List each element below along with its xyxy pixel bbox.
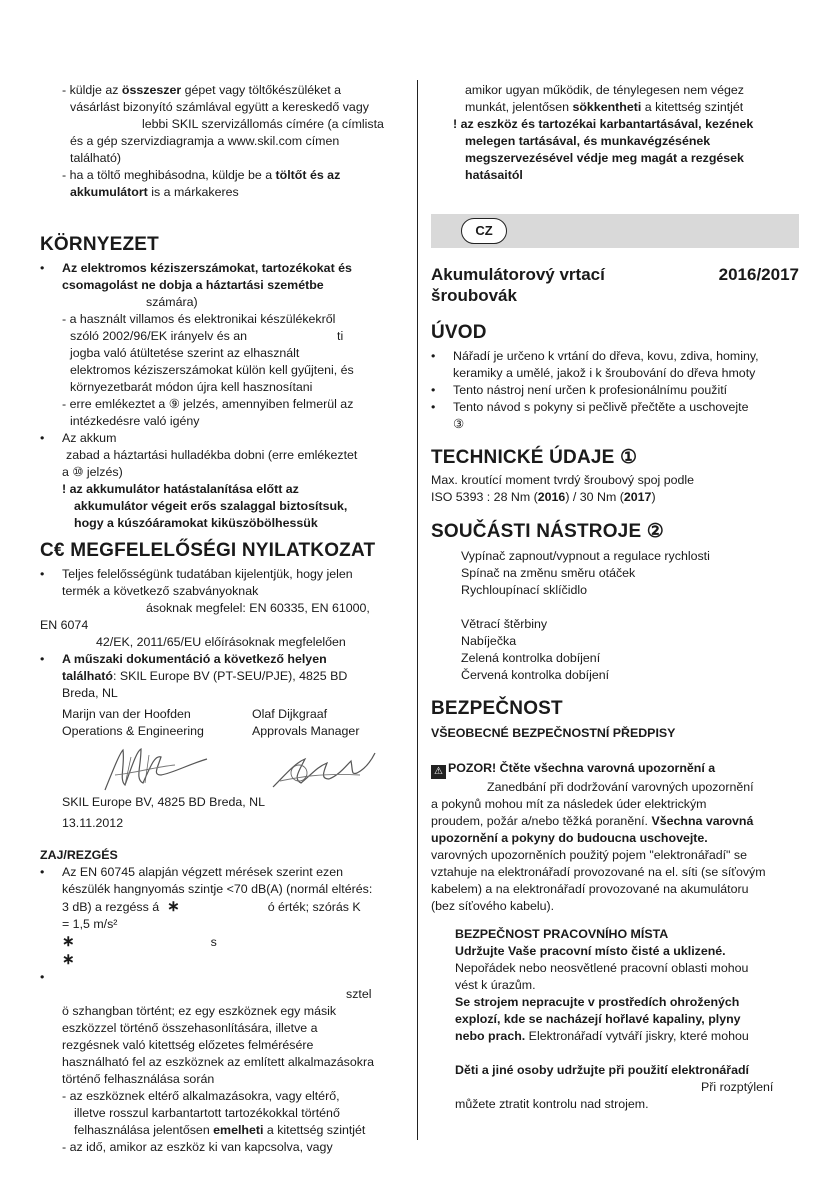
parts-list (461, 548, 801, 684)
part-item: Vypínač zapnout/vypnout a regulace rychlosti (461, 549, 710, 563)
warning-icon: ⚠ (431, 765, 446, 779)
env-bullet-1-line-3: számára) (146, 295, 198, 309)
safety-line-6: varovných upozorněních použitý pojem "elektronářadí" se (431, 848, 747, 862)
noise-line-10: rezgésnek való kitettség előzetes felmérésére (62, 1038, 314, 1052)
safety-line-2: Zanedbání při dodržování varovných upozornění (487, 780, 754, 794)
workplace-line-9: můžete ztratit kontrolu nad strojem. (455, 1097, 649, 1111)
workplace-line-8: Při rozptýlení (701, 1080, 774, 1094)
intro-title: ÚVOD (431, 322, 487, 343)
company-address: SKIL Europe BV, 4825 BD Breda, NL (62, 795, 265, 809)
vib-line-1: amikor ugyan működik, de ténylegesen nem végez (465, 83, 744, 97)
env-dash-1-line-4: elektromos kéziszerszámokat külön kell gyűjteni, és (70, 363, 354, 377)
part-item: Rychloupínací sklíčidlo (461, 583, 588, 597)
workplace-line-1: Udržujte Vaše pracovní místo čisté a uklizené. (455, 944, 726, 958)
env-bullet-2-line-2: zabad a háztartási hulladékba dobni (erre emlékeztet (66, 448, 358, 462)
env-dash-2-line-2: intézkedésre való igény (70, 414, 200, 428)
signature-1-icon (95, 745, 215, 795)
environment-title: KÖRNYEZET (40, 234, 159, 255)
service-line-4: és a gép szervizdiagramja a www.skil.com címen (70, 134, 340, 148)
env-warning-line-1: ! az akkumulátor hatástalanítása előtt az (62, 482, 299, 496)
workplace-line-7: Děti a jiné osoby udržujte při použití elektronářadí (455, 1063, 749, 1077)
bullet: • (431, 349, 436, 363)
noise-line-6: ∗ (62, 951, 75, 968)
bullet: • (40, 431, 45, 445)
noise-line-1: Az EN 60745 alapján végzett mérések szerint ezen (62, 865, 344, 879)
conf-bullet-2-line-2: található: SKIL Europe BV (PT-SEU/PJE), 4825 BD (62, 669, 348, 683)
bullet: • (431, 383, 436, 397)
vibration-continued (431, 82, 801, 184)
safety-line-7: vztahuje na elektronářadí provozované na el. síti (se síťovým (431, 865, 766, 879)
service-line-6: - ha a töltő meghibásodna, küldje be a töltőt és az (62, 168, 341, 182)
technical-data-section (431, 472, 801, 506)
noise-dash-2-line-1: - az idő, amikor az eszköz ki van kapcsolva, vagy (62, 1140, 333, 1154)
intro-bullet-3-line-2: ③ (453, 417, 465, 431)
company-info (62, 794, 395, 832)
noise-line-4: = 1,5 m/s² (62, 917, 118, 931)
workplace-line-6: nebo prach. Elektronářadí vytváří jiskry, které mohou (455, 1029, 749, 1043)
conf-bullet-2-line-1: A műszaki dokumentáció a következő helyen (62, 652, 327, 666)
vib-warning-line-4: hatásaitól (465, 168, 523, 182)
signatory-1-role: Operations & Engineering (62, 724, 204, 738)
noise-dash-1-line-2: illetve rosszul karbantartott tartozékokkal történő (74, 1106, 340, 1120)
noise-line-5: ∗ s (62, 933, 217, 950)
env-bullet-1-line-1: Az elektromos kéziszerszámokat, tartozékokat és (62, 261, 352, 275)
environment-section (40, 260, 395, 532)
conf-line-4: EN 6074 (40, 618, 89, 632)
part-item: Větrací štěrbiny (461, 617, 548, 631)
workplace-title: BEZPEČNOST PRACOVNÍHO MÍSTA (455, 927, 669, 941)
part-item (461, 599, 801, 616)
intro-bullet-2: Tento nástroj není určen k profesionálnímu použití (453, 383, 728, 397)
env-dash-1-line-5: környezetbarát módon újra kell hasznosítani (70, 380, 313, 394)
workplace-line-2: Nepořádek nebo neosvětlené pracovní oblasti mohou (455, 961, 749, 975)
language-badge: CZ (461, 218, 507, 244)
bullet: • (40, 970, 45, 984)
declaration-date: 13.11.2012 (62, 816, 124, 830)
vib-warning-line-1: ! az eszköz és tartozékai karbantartásával, kezének (453, 117, 754, 131)
safety-subtitle: VŠEOBECNÉ BEZPEČNOSTNÍ PŘEDPISY (431, 726, 676, 740)
conf-line-2: termék a következő szabványoknak (62, 584, 259, 598)
workplace-safety-section (455, 926, 801, 1113)
noise-line-8: ö szhangban történt; ez egy eszköznek egy másik (62, 1004, 337, 1018)
signatory-2-name: Olaf Dijkgraaf (252, 707, 328, 721)
ce-mark-icon: C€ (40, 540, 65, 561)
safety-section (431, 760, 801, 915)
conformity-section (40, 566, 395, 702)
intro-section (431, 348, 801, 433)
bullet: • (40, 567, 45, 581)
conformity-title (40, 540, 395, 562)
noise-dash-1-line-3: felhasználása jelentősen emelheti a kitettség szintjét (74, 1123, 366, 1137)
safety-line-5: upozornění a pokyny do budoucna uschovejte. (431, 831, 708, 845)
noise-section (40, 864, 395, 1156)
language-section-bar (431, 214, 799, 248)
conf-line-1: Teljes felelősségünk tudatában kijelentjük, hogy jelen (62, 567, 353, 581)
noise-dash-1-line-1: - az eszköznek eltérő alkalmazásokra, vagy eltérő, (62, 1089, 340, 1103)
noise-line-2: készülék hangnyomás szintje <70 dB(A) (normál eltérés: (62, 882, 373, 896)
env-bullet-2-line-1: Az akkum (62, 431, 117, 445)
safety-warning-line-1: ⚠ POZOR! Čtěte všechna varovná upozornění a (431, 760, 801, 779)
technical-data-title: TECHNICKÉ ÚDAJE ① (431, 447, 638, 468)
part-item: Červená kontrolka dobíjení (461, 668, 610, 682)
product-title-line-1: Akumulátorový vrtací (431, 265, 605, 284)
signatory-2-role: Approvals Manager (252, 724, 360, 738)
part-item: Spínač na změnu směru otáček (461, 566, 636, 580)
tech-line-1: Max. kroutící moment tvrdý šroubový spoj podle (431, 473, 695, 487)
env-bullet-2-line-3: a ⑩ jelzés) (62, 465, 123, 479)
service-line-1: - küldje az összeszer gépet vagy töltőkészüléket a (62, 83, 341, 97)
service-line-2: vásárlást bizonyító számlával együtt a kereskedő vagy (70, 100, 369, 114)
model-number: 2016/2017 (718, 265, 799, 284)
product-title-line-2: šroubovák (431, 286, 517, 305)
env-bullet-1-line-2: csomagolást ne dobja a háztartási szemétbe (62, 278, 324, 292)
conf-line-3: ásoknak megfelel: EN 60335, EN 61000, (146, 601, 370, 615)
bullet: • (40, 261, 45, 275)
column-divider (417, 80, 418, 1140)
safety-line-9: (bez síťového kabelu). (431, 899, 555, 913)
conf-bullet-2-line-3: Breda, NL (62, 686, 118, 700)
safety-line-3: a pokynů mohou mít za následek úder elektrickým (431, 797, 707, 811)
service-list (62, 82, 395, 201)
vib-line-2: munkát, jelentősen sökkentheti a kitettség szintjét (465, 100, 744, 114)
service-line-3: lebbi SKIL szervizállomás címére (a címlista (142, 117, 384, 131)
bullet: • (431, 400, 436, 414)
noise-line-7: sztel (346, 987, 372, 1001)
workplace-line-5: explozí, kde se nacházejí hořlavé kapaliny, plyny (455, 1012, 741, 1026)
noise-line-9: eszközzel történő összehasonlítására, illetve a (62, 1021, 318, 1035)
noise-line-12: történő felhasználása során (62, 1072, 215, 1086)
workplace-line-3: vést k úrazům. (455, 978, 536, 992)
vib-warning-line-2: melegen tartásával, és munkavégzésének (465, 134, 711, 148)
service-line-7: akkumulátort is a márkakeres (70, 185, 239, 199)
tech-line-2: ISO 5393 : 28 Nm (2016) / 30 Nm (2017) (431, 490, 656, 504)
part-item: Nabíječka (461, 634, 517, 648)
intro-bullet-1-line-2: keramiky a umělé, jakož i k šroubování do dřeva hmoty (453, 366, 756, 380)
bullet: • (40, 865, 45, 879)
signature-2-icon (265, 745, 385, 795)
noise-line-11: használható fel az eszköznek az említett alkalmazásokra (62, 1055, 374, 1069)
signatories (62, 706, 395, 740)
workplace-line-4: Se strojem nepracujte v prostředích ohrožených (455, 995, 740, 1009)
env-dash-1-line-1: - a használt villamos és elektronikai készülékekről (62, 312, 336, 326)
intro-bullet-3-line-1: Tento návod s pokyny si pečlivě přečtěte a uschovejte (453, 400, 749, 414)
parts-title: SOUČÁSTI NÁSTROJE ② (431, 521, 665, 542)
env-dash-1-line-3: jogba való átültetése szerint az elhasznált (70, 346, 300, 360)
safety-line-8: kabelem) a na elektronářadí provozované na akumulátoru (431, 882, 749, 896)
env-warning-line-2: akkumulátor végeit erős szalaggal biztosítsuk, (74, 499, 348, 513)
env-warning-line-3: hogy a kúszóáramokat kiküszöbölhessük (74, 516, 318, 530)
env-dash-1-line-2: szóló 2002/96/EK irányelv és an ti (70, 329, 344, 343)
vib-warning-line-3: megszervezésével védje meg magát a rezgések (465, 151, 744, 165)
bullet: • (40, 652, 45, 666)
conformity-title-text: MEGFELELŐSÉGI NYILATKOZAT (70, 540, 376, 561)
safety-title: BEZPEČNOST (431, 698, 563, 719)
noise-title: ZAJ/REZGÉS (40, 848, 118, 862)
conf-line-5: 42/EK, 2011/65/EU előírásoknak megfelelően (96, 635, 346, 649)
noise-line-3: 3 dB) a rezgéss á ∗ ó érték; szórás K (62, 898, 361, 915)
service-line-5: található) (70, 151, 121, 165)
safety-line-4: proudem, požár a/nebo těžká poranění. Všechna varovná (431, 814, 754, 828)
signatory-1-name: Marijn van der Hoofden (62, 707, 191, 721)
part-item: Zelená kontrolka dobíjení (461, 651, 601, 665)
env-dash-2-line-1: - erre emlékeztet a ⑨ jelzés, amennyiben felmerül az (62, 397, 354, 411)
product-title (431, 264, 801, 306)
intro-bullet-1-line-1: Nářadí je určeno k vrtání do dřeva, kovu, zdiva, hominy, (453, 349, 759, 363)
